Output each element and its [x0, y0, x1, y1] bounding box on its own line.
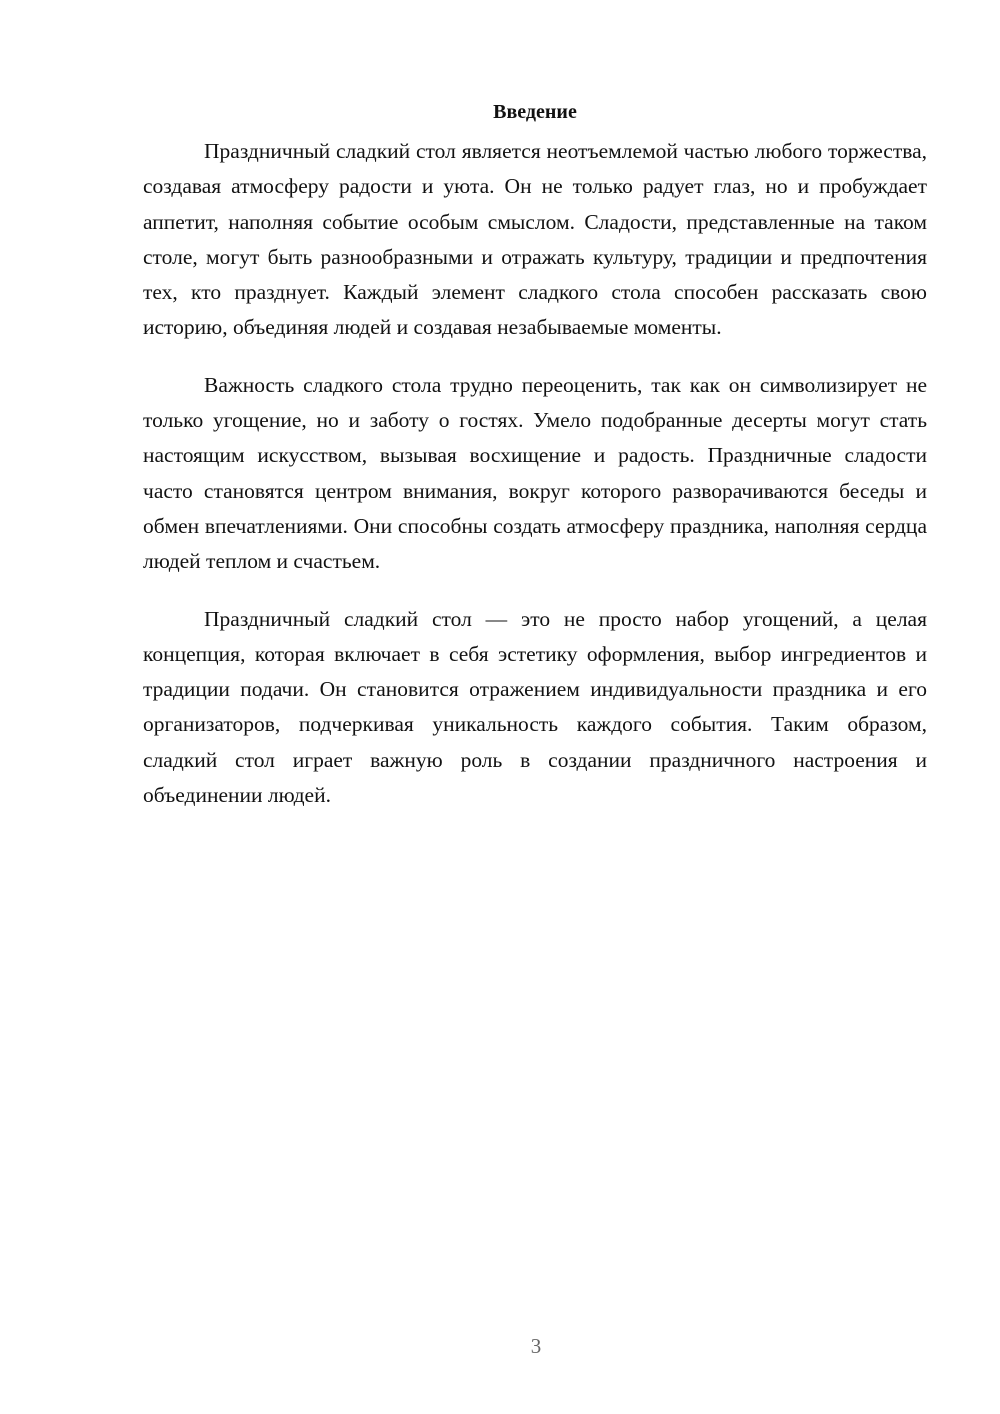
- paragraph-2: Важность сладкого стола трудно переоценить, так как он символизирует не только угощение, но и заботу о гостях. Умело подобранные десерты могут стать настоящим искусством, вызывая восхищение и радость. Праздничные сладости часто становятся центром внимания, вокруг которого разворачиваются беседы и обмен впечатлениями. Они способны создать атмосферу праздника, наполняя сердца людей теплом и счастьем.: [143, 372, 927, 574]
- paragraph-1: Праздничный сладкий стол является неотъемлемой частью любого торжества, создавая атмосферу радости и уюта. Он не только радует глаз, но и пробуждает аппетит, наполняя событие особым смыслом. Сладости, представленные на таком столе, могут быть разнообразными и отражать культуру, традиции и предпочтения тех, кто празднует. Каждый элемент сладкого стола способен рассказать свою историю, объединяя людей и создавая незабываемые моменты.: [143, 139, 927, 340]
- paragraph-3: Праздничный сладкий стол — это не просто набор угощений, а целая концепция, которая включает в себя эстетику оформления, выбор ингредиентов и традиции подачи. Он становится отражением индивидуальности праздника и его организаторов, подчеркивая уникальность каждого события. Таким образом, сладкий стол играет важную роль в создании праздничного настроения и объединении людей.: [143, 606, 927, 808]
- section-title: Введение: [493, 101, 577, 123]
- page-content: [143, 98, 927, 835]
- page-number: 3: [530, 1334, 542, 1358]
